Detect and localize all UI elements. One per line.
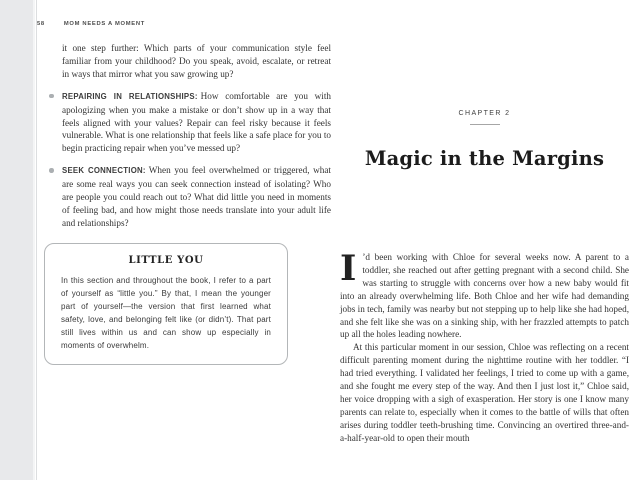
page-number: 58	[37, 21, 45, 27]
body-paragraph: it one step further: Which parts of your communication style feel familiar from your childhood? Do you speak, avoid, escalate, or retreat in ways that mirror what you saw growing up?	[62, 43, 331, 79]
left-text-column	[62, 42, 331, 230]
paragraph-text: ’d been working with Chloe for several weeks now. A parent to a toddler, she reached out after getting pregnant with a second child. She was starting to struggle with concerns over how a new baby would fit into an already overwhelming life. Both Chloe and her wife had demanding jobs in tech, family was nearby but not stepping up to help like she had hoped, and she felt like she was on a sinking ship, with her frazzled attempts to patch up all the holes leading nowhere.	[340, 252, 629, 340]
chapter-divider	[470, 124, 500, 125]
bullet-text: How comfortable are you with apologizing when you make a mistake or don’t show up in a way that feels aligned with your values? Repair can feel risky because it feels vulnerable. What is one relationship that feels like a safe place for you to begin practicing repair when you’ve messed up?	[62, 90, 331, 154]
bullet-dot-icon	[49, 168, 54, 173]
bullet-paragraph	[62, 90, 331, 156]
chapter-title: Magic in the Margins	[364, 147, 605, 170]
bullet-item-seek-connection	[62, 164, 331, 230]
little-you-box-title: LITTLE YOU	[128, 255, 204, 266]
bullet-paragraph	[62, 164, 331, 230]
running-header	[37, 21, 145, 27]
bullet-item-repairing	[62, 90, 331, 156]
right-text-column	[340, 248, 629, 445]
bullet-dot-icon	[49, 94, 54, 99]
chapter-number-label: CHAPTER 2	[458, 110, 511, 117]
drop-cap: I	[340, 248, 357, 289]
little-you-box	[44, 243, 288, 365]
chapter-heading	[340, 110, 629, 170]
body-paragraph: At this particular moment in our session, Chloe was reflecting on a recent difficult parenting moment during the nighttime routine with her toddler. “I had tried everything. I validated her feelings, I tried to come up with a game, and she fought me every step of the way. And then I just lost it,” Chloe said, her voice dropping with a sigh of exasperation. Her story is one I know many parents can relate to, especially when it comes to the battle of wills that often arises during toddler teeth-brushing time. Convincing an overtired three-and-a-half-year-old to open their mouth	[340, 342, 629, 443]
page-edge-line	[36, 0, 37, 480]
body-paragraph	[340, 248, 629, 341]
bullet-label: REPAIRING IN RELATIONSHIPS:	[62, 91, 198, 101]
page-edge-strip	[0, 0, 35, 480]
bullet-text: When you feel overwhelmed or triggered, what are some real ways you can seek connection instead of isolating? Who are people you could reach out to? What did little you need in moments of feeling bad, and how might those needs translate into your adult life and relationships?	[62, 165, 331, 228]
bullet-label: SEEK CONNECTION:	[62, 166, 146, 176]
little-you-box-body: In this section and throughout the book, I refer to a part of yourself as “little you.” By that, I mean the younger part of yourself—the version that first learned what safety, love, and belonging felt like (or didn’t). That part still lives within us and can show up especially in moments of overwhelm.	[61, 276, 271, 350]
running-title: MOM NEEDS A MOMENT	[63, 21, 145, 27]
